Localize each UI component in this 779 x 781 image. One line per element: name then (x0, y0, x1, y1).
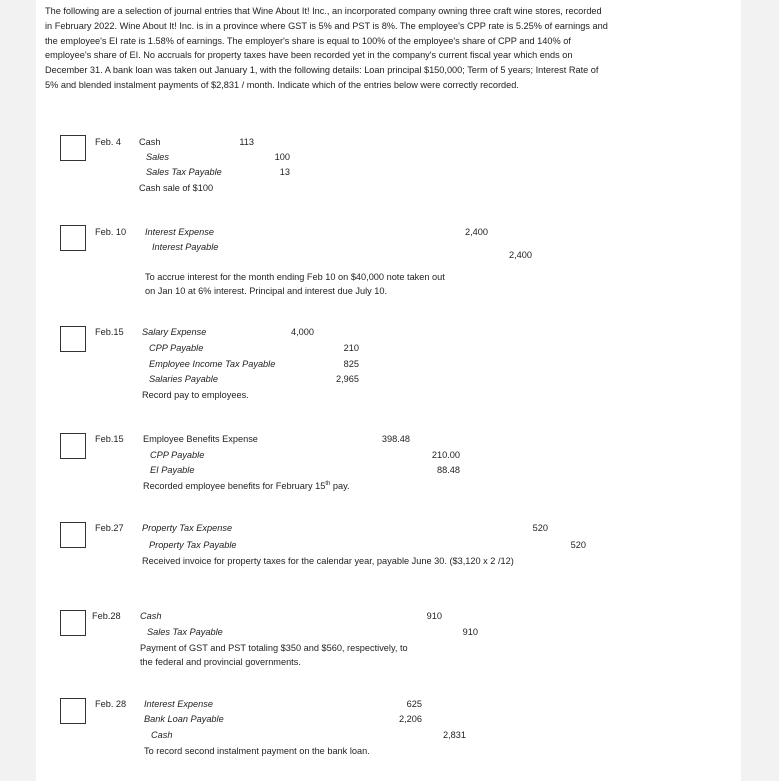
account-name: EI Payable (150, 465, 195, 475)
account-name: Salary Expense (142, 327, 207, 337)
account-name: Interest Expense (145, 227, 214, 237)
debit-amount: 398.48 (381, 434, 410, 444)
account-name: CPP Payable (149, 343, 204, 353)
credit-amount: 13 (279, 167, 290, 177)
problem-statement: The following are a selection of journal entries that Wine About It! Inc., an incorporated company owning three craft wine stores, recorded in February 2022. Wine About It! Inc. is in a province where GST is 5% and PST is 8%. The employee's CPP rate is 5.25% of earnings and the employee's EI rate is 1.58% of earnings. The employer's share is equal to 100% of the employee's share of CPP and 140% of employee's share of EI. No accruals for property taxes have been recorded yet in the company's current fiscal year which ends on December 31. A bank loan was taken out January 1, with the following details: Loan principal $150,000; Term of 5 years; Interest Rate of 5% and blended instalment payments of $2,831 / month. Indicate which of the entries below were correctly recorded. (45, 6, 608, 90)
account-name: Cash (151, 730, 173, 740)
debit-amount: 2,400 (465, 227, 488, 237)
account-name: Bank Loan Payable (144, 714, 224, 724)
account-name: Interest Payable (152, 242, 219, 252)
entry-memo: To record second instalment payment on the bank loan. (144, 746, 370, 756)
entry-date: Feb.27 (95, 523, 124, 533)
entry-memo: Record pay to employees. (142, 390, 249, 400)
entry-memo: Received invoice for property taxes for the calendar year, payable June 30. ($3,120 x 2 /12) (142, 556, 514, 566)
credit-amount: 100 (274, 152, 290, 162)
debit-amount: 2,206 (399, 714, 422, 724)
credit-amount: 910 (462, 627, 478, 637)
account-name: Salaries Payable (149, 374, 218, 384)
account-name: Sales Tax Payable (147, 627, 223, 637)
debit-amount: 910 (426, 611, 442, 621)
debit-amount: 520 (532, 523, 548, 533)
account-name: Cash (139, 137, 161, 147)
account-name: CPP Payable (150, 450, 205, 460)
entry-date: Feb.28 (92, 611, 121, 621)
account-name: Employee Income Tax Payable (149, 359, 276, 369)
credit-amount: 210 (343, 343, 359, 353)
debit-amount: 4,000 (291, 327, 314, 337)
credit-amount: 2,965 (336, 374, 359, 384)
account-name: Property Tax Payable (149, 540, 237, 550)
entry-checkbox[interactable] (60, 698, 86, 724)
debit-amount: 113 (239, 137, 254, 147)
entry-date: Feb. 28 (95, 699, 127, 709)
account-name: Cash (140, 611, 162, 621)
account-name: Sales Tax Payable (146, 167, 222, 177)
credit-amount: 210.00 (431, 450, 460, 460)
credit-amount: 2,400 (509, 250, 532, 260)
entry-checkbox[interactable] (60, 610, 86, 636)
entry-memo: Cash sale of $100 (139, 183, 214, 193)
entry-checkbox[interactable] (60, 433, 86, 459)
credit-amount: 2,831 (443, 730, 466, 740)
entry-checkbox[interactable] (60, 326, 86, 352)
entry-checkbox[interactable] (60, 135, 86, 161)
entry-memo: Recorded employee benefits for February 15th pay. (143, 481, 350, 492)
credit-amount: 88.48 (437, 465, 460, 475)
entry-date: Feb. 10 (95, 227, 127, 237)
entry-checkbox[interactable] (60, 522, 86, 548)
entry-memo: Payment of GST and PST totaling $350 and $560, respectively, to the federal and provincial governments. (140, 643, 408, 667)
account-name: Property Tax Expense (142, 523, 233, 533)
entry-date: Feb.15 (95, 327, 124, 337)
credit-amount: 520 (570, 540, 586, 550)
account-name: Employee Benefits Expense (143, 434, 258, 444)
account-name: Sales (146, 152, 169, 162)
entry-checkbox[interactable] (60, 225, 86, 251)
credit-amount: 825 (343, 359, 359, 369)
account-name: Interest Expense (144, 699, 213, 709)
entry-memo: To accrue interest for the month ending Feb 10 on $40,000 note taken out on Jan 10 at 6% interest. Principal and interest due July 10. (145, 272, 445, 296)
entry-date: Feb. 4 (95, 137, 122, 147)
debit-amount: 625 (406, 699, 422, 709)
entry-date: Feb.15 (95, 434, 124, 444)
